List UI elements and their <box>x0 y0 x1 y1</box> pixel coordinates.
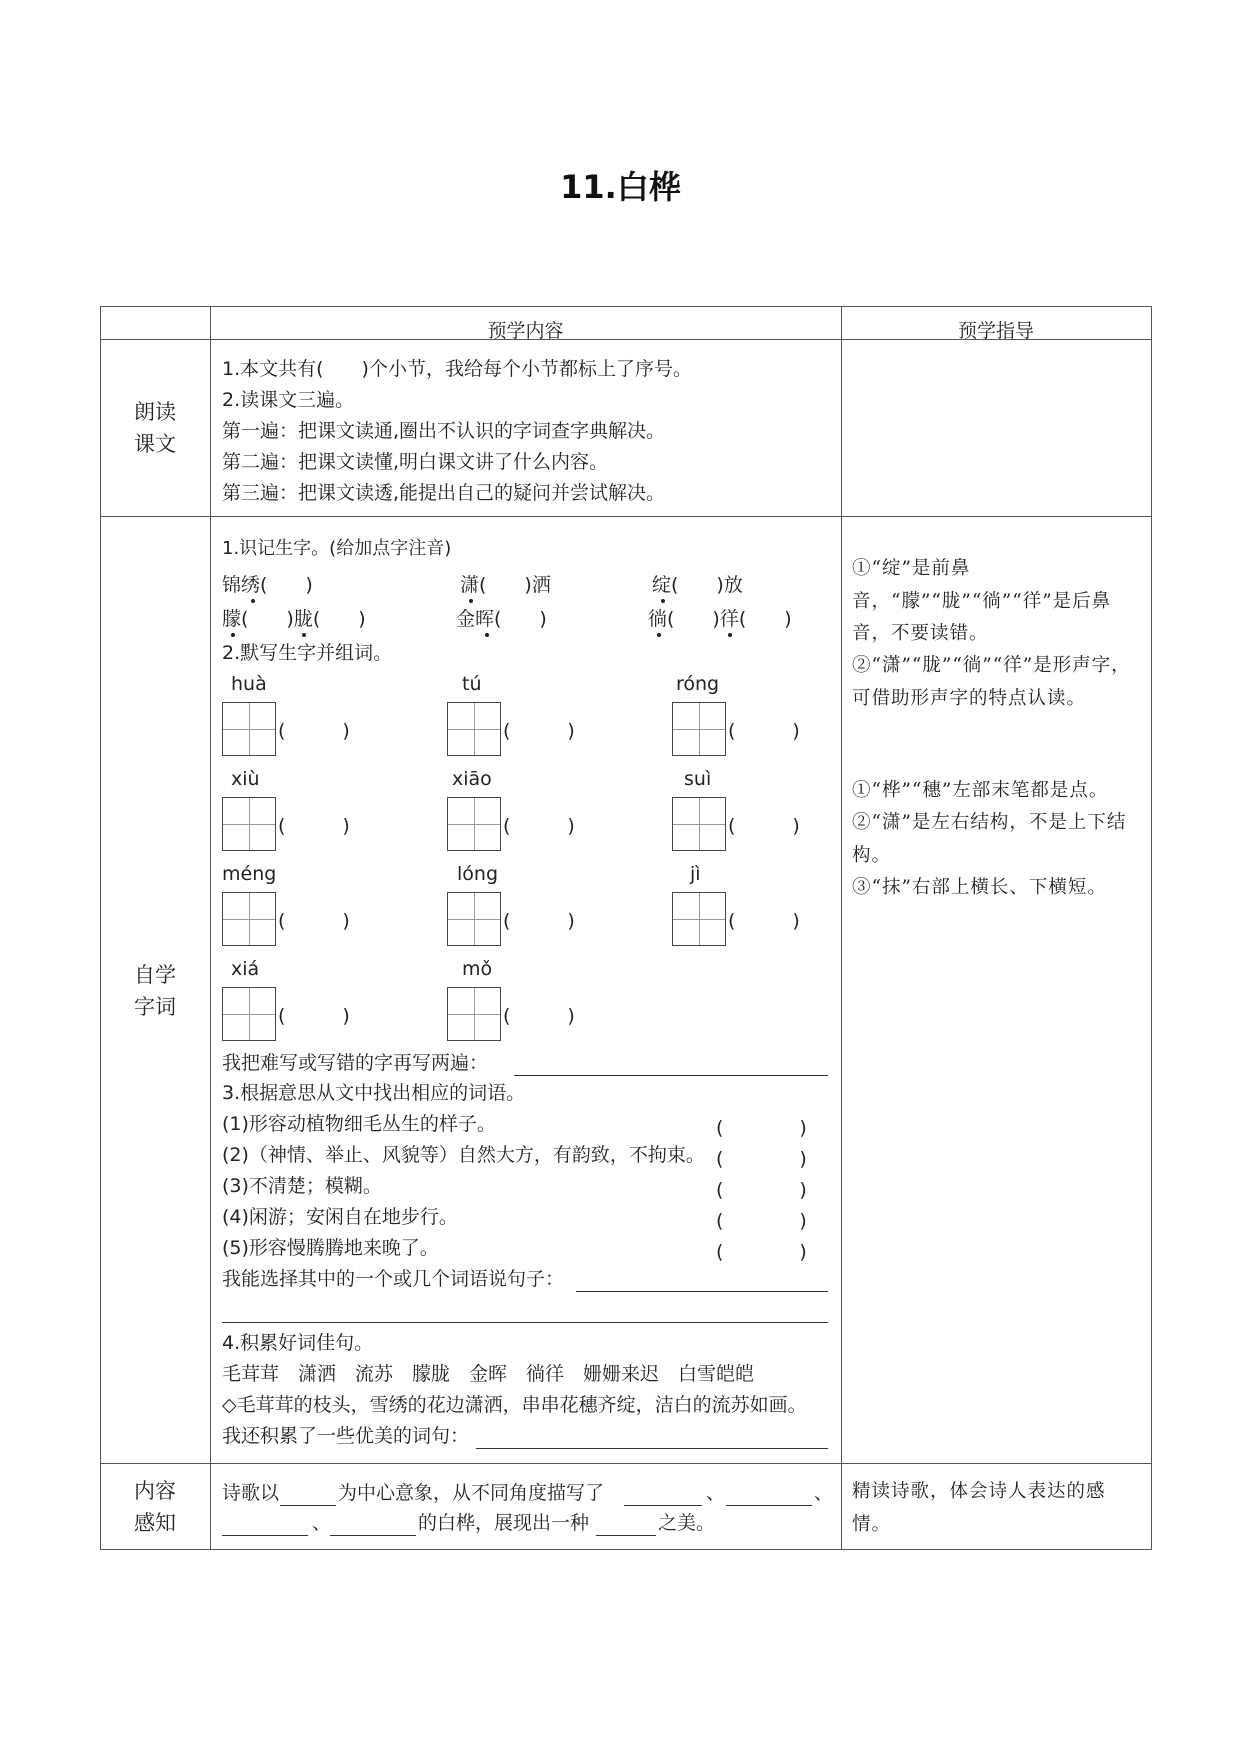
perception-sep-3: 、 <box>312 1512 332 1534</box>
q3-item-3: (3)不清楚；模糊。 <box>222 1175 382 1197</box>
writing-box[interactable] <box>222 702 276 756</box>
q4-sentence: ◇毛茸茸的枝头，雪绣的花边潇洒，串串花穗齐绽，洁白的流苏如画。 <box>222 1394 807 1416</box>
answer-paren[interactable]: ( ) <box>503 910 575 932</box>
sentence-answer-line[interactable] <box>576 1291 828 1292</box>
reading-line-3: 第一遍：把课文读通,圈出不认识的字词查字典解决。 <box>222 420 666 442</box>
rewrite-prompt: 我把难写或写错的字再写两遍： <box>222 1052 489 1074</box>
q3-answer-paren-5[interactable]: ( ) <box>716 1241 807 1263</box>
label-column-divider <box>210 306 211 1550</box>
answer-paren[interactable]: ( ) <box>278 815 350 837</box>
table-border-bottom <box>100 1549 1152 1550</box>
rewrite-answer-line[interactable] <box>514 1075 828 1076</box>
sentence-prompt: 我能选择其中的一个或几个词语说句子： <box>222 1268 565 1290</box>
q3-answer-paren-4[interactable]: ( ) <box>716 1210 807 1232</box>
pinyin-sui: suì <box>684 768 712 790</box>
perception-blank-3[interactable] <box>222 1535 308 1536</box>
emphasis-dot <box>469 599 473 603</box>
writing-box[interactable] <box>672 702 726 756</box>
answer-paren[interactable]: ( ) <box>728 720 800 742</box>
q1-item-xiaosa: 潇( )洒 <box>460 574 551 596</box>
answer-paren[interactable]: ( ) <box>278 910 350 932</box>
pinyin-xiu: xiù <box>231 768 260 790</box>
q3-item-5: (5)形容慢腾腾地来晚了。 <box>222 1237 439 1259</box>
perception-blank-1[interactable] <box>624 1505 702 1506</box>
row-label-perception-1: 内容 <box>134 1479 176 1503</box>
writing-box[interactable] <box>672 892 726 946</box>
row-label-perception <box>100 1475 210 1539</box>
header-guide: 预学指导 <box>957 320 1034 342</box>
pinyin-rong: róng <box>676 673 720 695</box>
q1-item-jinxiu: 锦绣( ) <box>222 574 313 596</box>
perception-text-2: 为中心意象，从不同角度描写了 <box>338 1482 605 1504</box>
perception-text-1: 诗歌以 <box>222 1482 280 1504</box>
q4-title: 4.积累好词佳句。 <box>222 1332 374 1354</box>
perception-sep-2: 、 <box>814 1482 834 1504</box>
row-divider-reading <box>100 516 1152 517</box>
row-label-reading-1: 朗读 <box>134 400 176 424</box>
emphasis-dot <box>661 599 665 603</box>
row-label-selfstudy-2: 字词 <box>134 995 176 1019</box>
writing-box[interactable] <box>222 797 276 851</box>
preview-table <box>100 306 1152 1550</box>
table-border-left <box>100 306 101 1550</box>
emphasis-dot <box>657 633 661 637</box>
reading-line-5: 第三遍：把课文读透,能提出自己的疑问并尝试解决。 <box>222 482 666 504</box>
q1-item-menglong: 朦( )胧( ) <box>222 608 366 630</box>
perception-guide: 精读诗歌，体会诗人表达的感情。 <box>852 1481 1106 1535</box>
pinyin-tu: tú <box>462 673 482 695</box>
row-label-selfstudy-1: 自学 <box>134 963 176 987</box>
q3-item-2: (2)（神情、举止、风貌等）自然大方，有韵致，不拘束。 <box>222 1144 705 1166</box>
sentence-answer-line-2[interactable] <box>222 1322 828 1323</box>
answer-paren[interactable]: ( ) <box>503 815 575 837</box>
guide-note-pronunciation: ①“绽”是前鼻音，“朦”“胧”“徜”“徉”是后鼻音，不要读错。 <box>852 558 1112 644</box>
guide-note-horizontal: ③“抹”右部上横长、下横短。 <box>852 877 1107 898</box>
answer-paren[interactable]: ( ) <box>503 720 575 742</box>
answer-paren[interactable]: ( ) <box>278 720 350 742</box>
q3-item-4: (4)闲游；安闲自在地步行。 <box>222 1206 458 1228</box>
q4-answer-line[interactable] <box>476 1448 828 1449</box>
pinyin-hua: huà <box>231 673 267 695</box>
emphasis-dot <box>728 633 732 637</box>
answer-paren[interactable]: ( ) <box>503 1005 575 1027</box>
page-title: 11.白桦 <box>560 168 681 206</box>
row-label-reading <box>100 396 210 460</box>
q1-item-changyang: 徜( )徉( ) <box>648 608 792 630</box>
table-border-top <box>100 306 1152 307</box>
guide-note-structure: ②“潇”是左右结构，不是上下结构。 <box>852 812 1127 866</box>
writing-box[interactable] <box>447 892 501 946</box>
writing-box[interactable] <box>222 892 276 946</box>
reading-line-1: 1.本文共有( )个小节，我给每个小节都标上了序号。 <box>222 358 692 380</box>
row-label-selfstudy <box>100 959 210 1023</box>
writing-box[interactable] <box>222 987 276 1041</box>
row-divider-selfstudy <box>100 1463 1152 1464</box>
answer-paren[interactable]: ( ) <box>278 1005 350 1027</box>
answer-paren[interactable]: ( ) <box>728 910 800 932</box>
row-label-perception-2: 感知 <box>134 1511 176 1535</box>
perception-blank-image[interactable] <box>280 1505 336 1506</box>
reading-line-2: 2.读课文三遍。 <box>222 389 355 411</box>
q1-item-zhanfang: 绽( )放 <box>652 574 743 596</box>
writing-box[interactable] <box>672 797 726 851</box>
q3-title: 3.根据意思从文中找出相应的词语。 <box>222 1082 526 1104</box>
pinyin-ji: jì <box>690 863 701 885</box>
q3-item-1: (1)形容动植物细毛丛生的样子。 <box>222 1113 496 1135</box>
pinyin-mo: mǒ <box>462 958 493 980</box>
writing-box[interactable] <box>447 797 501 851</box>
q3-answer-paren-1[interactable]: ( ) <box>716 1117 807 1139</box>
pinyin-xia: xiá <box>231 958 260 980</box>
writing-box[interactable] <box>447 702 501 756</box>
q3-answer-paren-2[interactable]: ( ) <box>716 1148 807 1170</box>
answer-paren[interactable]: ( ) <box>728 815 800 837</box>
guide-column-divider <box>841 306 842 1550</box>
pinyin-meng: méng <box>222 863 277 885</box>
q1-item-jinhui: 金晖( ) <box>456 608 547 630</box>
pinyin-xiao: xiāo <box>452 768 492 790</box>
guide-note-phonetic: ②“潇”“胧”“徜”“徉”是形声字，可借助形声字的特点认读。 <box>852 655 1131 709</box>
header-content: 预学内容 <box>487 320 564 342</box>
q4-prompt: 我还积累了一些优美的词句： <box>222 1425 470 1447</box>
perception-blank-beauty[interactable] <box>596 1535 656 1536</box>
row-label-reading-2: 课文 <box>134 432 176 456</box>
emphasis-dot <box>485 633 489 637</box>
emphasis-dot <box>251 599 255 603</box>
emphasis-dot <box>302 633 306 637</box>
perception-sep-1: 、 <box>706 1482 726 1504</box>
reading-line-4: 第二遍：把课文读懂,明白课文讲了什么内容。 <box>222 451 609 473</box>
perception-text-3: 的白桦，展现出一种 <box>418 1512 590 1534</box>
q2-title: 2.默写生字并组词。 <box>222 642 393 664</box>
pinyin-long: lóng <box>457 863 499 885</box>
guide-note-stroke: ①“桦”“穗”左部末笔都是点。 <box>852 780 1109 801</box>
q4-words: 毛茸茸 潇洒 流苏 朦胧 金晖 徜徉 姗姗来迟 白雪皑皑 <box>222 1363 755 1385</box>
writing-box[interactable] <box>447 987 501 1041</box>
q3-answer-paren-3[interactable]: ( ) <box>716 1179 807 1201</box>
q1-title: 1.识记生字。(给加点字注音) <box>222 538 452 559</box>
perception-text-4: 之美。 <box>658 1512 716 1534</box>
perception-blank-2[interactable] <box>726 1505 812 1506</box>
table-border-right <box>1151 306 1152 1550</box>
perception-blank-4[interactable] <box>330 1535 416 1536</box>
emphasis-dot <box>231 633 235 637</box>
